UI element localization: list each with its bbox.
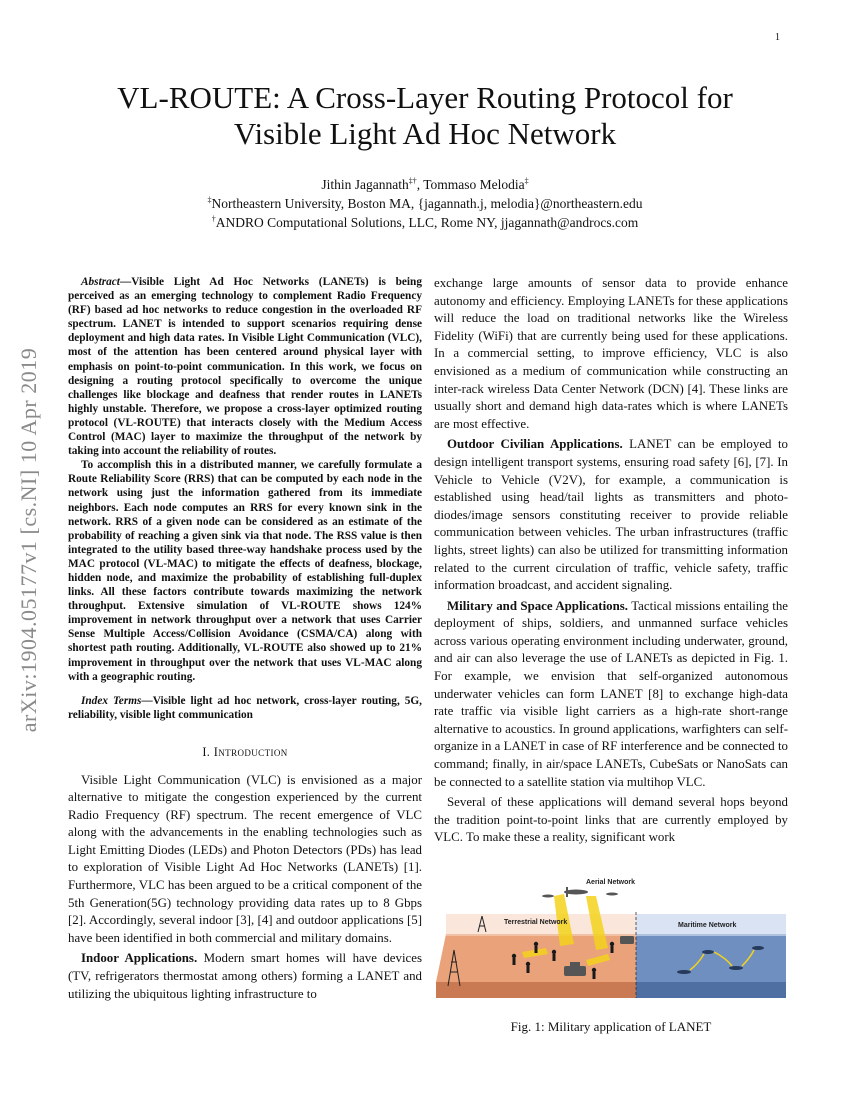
indoor-lead: Indoor Applications. (81, 951, 198, 966)
figure-label-maritime: Maritime Network (678, 922, 737, 929)
sea-top (636, 934, 786, 982)
abstract-paragraph-1 (68, 275, 422, 458)
author-names-text: Jithin Jagannath‡†, Tommaso Melodia‡ (321, 176, 529, 192)
outdoor-paragraph (434, 436, 788, 594)
right-column (434, 275, 788, 847)
military-paragraph (434, 598, 788, 792)
outdoor-text: LANET can be employed to design intelligent transport systems, ensuring road safety [6], [7]. In Vehicle to Vehicle (V2V), for example, a communication is established using head/tail lights as transmitters and photo-diodes/image sensors constituting receiver to provide reliable communication between vehicles. The urban infrastructures (traffic lights, street lights) can also be utilized for transmitting information related to the current circulation of traffic, vehicle safety, traffic information broadcast, and accident signaling. (434, 437, 788, 593)
section-heading-introduction (68, 744, 422, 762)
paper-title: VL-ROUTE: A Cross-Layer Routing Protocol for Visible Light Ad Hoc Network (117, 80, 733, 151)
indoor-continued-paragraph: exchange large amounts of sensor data to provide enhance autonomy and efficiency. Employing LANETs for these applications will reduce the load on traditional networks like the Wireless Fidelity (WiFi) that are currently being used for these applications. In a commercial setting, to improve efficiency, VLC is also envisioned as a medium of communication while constructing an inter-rack wireless Data Center Network (DCN) [4]. These links are usually short and demand high data-rates which is where LANETs are most effective. (434, 276, 788, 431)
arxiv-stamp[interactable] (4, 300, 54, 780)
abstract-paragraph-2 (68, 458, 422, 684)
sea-front (636, 982, 786, 998)
abstract-text-1: —Visible Light Ad Hoc Networks (LANETs) is being perceived as an emerging technology to complement Radio Frequency (RF) based ad hoc networks to reduce congestion in the overloaded RF spectrum. LANET is intended to support scenarios requiring dense deployment and high data rates. In Visible Light Communication (VLC), most of the attention has been centered around physical layer with emphasis on point-to-point communication. In this work, we focus on designing a routing protocol specifically to overcome the unique challenges like blockage and deafness that render routes in LANETs highly unstable. Therefore, we propose a cross-layer optimized routing protocol (VL-ROUTE) that interacts closely with the Medium Access Control (MAC) layer to maximize the throughput of the network by taking into account the reliability of routes. (68, 276, 422, 458)
left-column (68, 275, 422, 1003)
military-lead: Military and Space Applications. (447, 598, 629, 613)
outdoor-lead: Outdoor Civilian Applications. (447, 437, 623, 452)
figure-label-terrestrial: Terrestrial Network (504, 919, 568, 926)
military-text: Tactical missions entailing the deployment of ships, soldiers, and unmanned surface vehicles across various operating environment including underwater, ground, and air can also leverage the use of LANETs as depicted in Fig. 1. For example, we envision that self-organized autonomous underwater vehicles can form LANET [8] to exchange high-data rate traffic via visible light carriers as a high-rate short-range alternative to acoustics. In ground applications, warfighters can self-organize in a LANET in case of RF interference and be connected to command; finally, in air/space LANETs, CubeSats or NanoSats can be connected to a satellite station via multihop VLC. (434, 598, 788, 789)
affiliation-1: ‡Northeastern University, Boston MA, {jagannath.j, melodia}@northeastern.edu (207, 195, 643, 211)
aircraft-icon (542, 887, 618, 898)
figure-label-aerial: Aerial Network (586, 879, 636, 886)
arxiv-stamp-text: arXiv:1904.05177v1 [cs.NI] 10 Apr 2019 (16, 347, 41, 733)
indoor-paragraph (68, 950, 422, 1003)
affiliation-2: †ANDRO Computational Solutions, LLC, Rome NY, jjagannath@androcs.com (211, 214, 639, 230)
intro-paragraph-1: Visible Light Communication (VLC) is envisioned as a major alternative to mitigate the congestion experienced by the current Radio Frequency (RF) spectrum. The recent emergence of VLC along with the advancements in the enabling technologies such as Light Emitting Diodes (LEDs) and Photon Detectors (PDs) has lead to exploration of Visible Light Ad Hoc Networks (LANETs) [1]. Furthermore, VLC has been argued to be a critical component of the 5th Generation(5G) technology providing data rates up to 8 Gbps [2]. Accordingly, several indoor [3], [4] and outdoor applications [5] have been identified in both commercial and military domains. (68, 772, 422, 945)
figure-1-caption: Fig. 1: Military application of LANET (510, 1019, 712, 1034)
index-terms-label: Index Terms (81, 694, 142, 707)
index-terms-text: —Visible light ad hoc network, cross-layer routing, 5G, reliability, visible light communication (68, 694, 422, 721)
indoor-text: Modern smart homes will have devices (TV, refrigerators thermostat among others) forming a LANET and utilizing the ubiquitous lighting infrastructure to (68, 951, 423, 1001)
section-numeral: I. (202, 744, 211, 759)
authors-block (70, 175, 780, 232)
abstract-text-2: To accomplish this in a distributed manner, we carefully formulate a Route Reliability Score (RRS) that can be computed by each node in the network using just the information gathered from its immediate neighbors. Each node computes an RRS for every known sink in the network. RRS of a given node can be considered as an estimate of the probability of reaching a given sink via that node. The RSS value is then integrated to the utility based three-way handshake process used by the MAC protocol (VL-MAC) to mitigate the effects of deafness, blockage, hidden node, and maximize the probability of establishing full-duplex links. All these factors contribute towards maximizing the network throughput. Extensive simulation of VL-ROUTE shows 124% improvement in network throughput over a network that uses Carrier Sense Multiple Access/Collision Avoidance (CSMA/CA) along with shortest path routing. Additionally, VL-ROUTE also showed up to 21% improvement in throughput over the network that uses VL-MAC along with a geographic routing. (68, 459, 422, 683)
author-names (70, 175, 780, 194)
final-paragraph: Several of these applications will demand several hops beyond the tradition point-to-point links that are currently employed by VLC. To make these a reality, significant work (434, 795, 788, 845)
page-number: 1 (775, 32, 780, 43)
land-front (436, 982, 636, 998)
figure-1-illustration (436, 874, 788, 1004)
abstract-label: Abstract (81, 276, 120, 288)
section-title: Introduction (213, 744, 288, 759)
index-terms (68, 694, 422, 722)
